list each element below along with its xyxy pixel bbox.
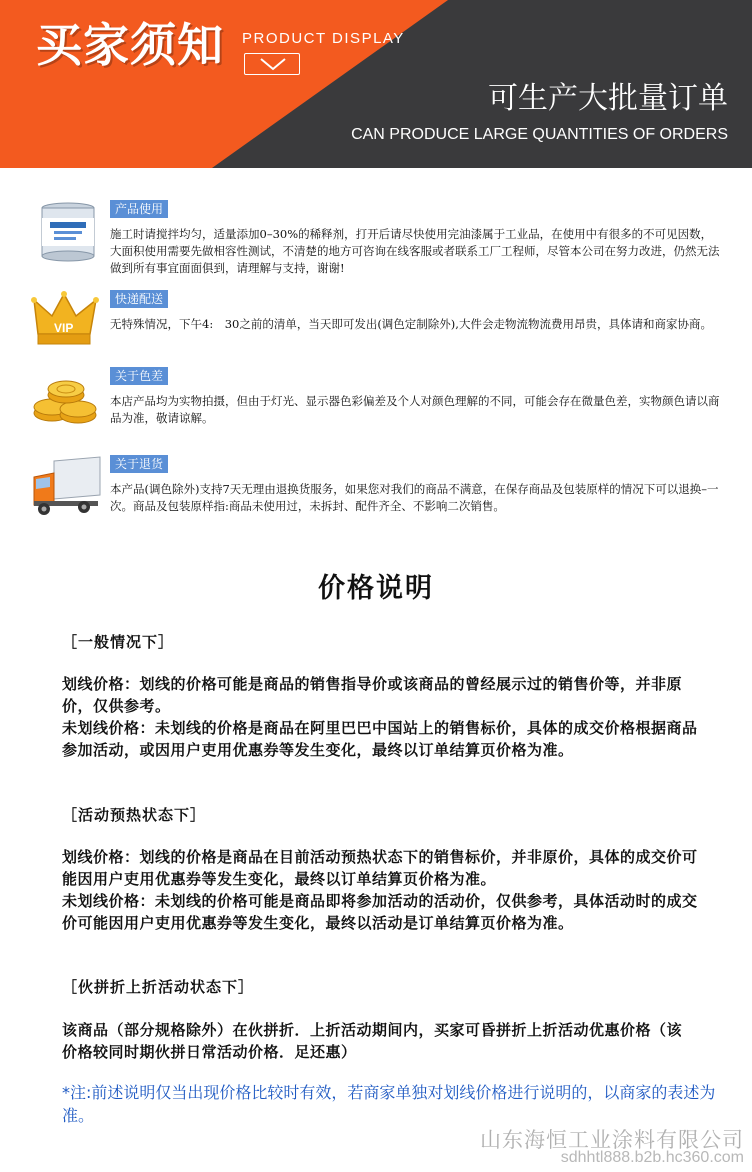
notice-tag: 快递配送	[110, 290, 168, 308]
paragraph: 划线价格：划线的价格是商品在目前活动预热状态下的销售标价，并非原价，具体的成交价可能因用户吏用优惠券等发生变化，最终以订单结算页价格为准。	[62, 848, 698, 888]
section-heading: ［伙拼折上折活动状态下］	[62, 978, 255, 996]
watermark-company: 山东海恒工业涂料有限公司	[480, 1128, 744, 1152]
chevron-down-icon	[259, 57, 287, 71]
vip-crown-icon	[30, 290, 102, 354]
paragraph: 该商品（部分规格除外）在伙拼折．上折活动期间内，买家可昏拼折上折活动优惠价格（该 价格较同时期伙拼日常活动价格．足还惠）	[62, 1021, 698, 1061]
banner-right-subtitle: CAN PRODUCE LARGE QUANTITIES OF ORDERS	[351, 126, 728, 143]
paragraph: 未划线价格：未划线的价格是商品在阿里巴巴中国站上的销售标价，具体的成交价格根据商品参加活动，或因用户吏用优惠券等发生变化，最终以订单结算页价格为准。	[62, 719, 698, 759]
notice-text: 施工时请搅拌均匀，适量添加0–30%的稀释剂，打开后请尽快使用完油漆属于工业品，在使用中有很多的不可见因数，大面积使用需要先做相容性测试，不清楚的地方可咨询在线客服或者联系工厂工程师，尽管本公司在努力改进，仍然无法做到所有事宜面面俱到，请理解与支持，谢谢!	[110, 227, 720, 275]
section-heading: ［活动预热状态下］	[62, 806, 207, 824]
expand-button[interactable]	[244, 53, 300, 75]
delivery-truck-icon	[30, 455, 102, 519]
banner-right-title: 可生产大批量订单	[488, 81, 728, 116]
notice-tag: 关于色差	[110, 367, 168, 385]
banner-subtitle: PRODUCT DISPLAY	[242, 30, 405, 47]
notice-text: 本产品(调色除外)支持7天无理由退换货服务，如果您对我们的商品不满意，在保存商品及包装原样的情况下可以退换–一次。商品及包装原样指:商品未使用过，未拆封、配件齐全、不影响二次销售。	[110, 482, 719, 513]
section-heading: ［一般情况下］	[62, 633, 175, 651]
banner-title: 买家须知	[36, 18, 224, 72]
svg-text:VIP: VIP	[54, 321, 74, 335]
notice-text: 无特殊情况，下午4: 30之前的清单，当天即可发出(调色定制除外),大件会走物流物流费用昂贵，具体请和商家协商。	[110, 317, 712, 331]
header-banner	[0, 0, 752, 168]
paragraph: 未划线价格：未划线的价格可能是商品即将参加活动的活动价，仅供参考，具体活动时的成交价可能因用户吏用优惠券等发生变化，最终以活动是订单结算页价格为准。	[62, 892, 698, 932]
notice-text: 本店产品均为实物拍摄，但由于灯光、显示器色彩偏差及个人对颜色理解的不同，可能会存在微量色差，实物颜色请以商品为准，敬请谅解。	[110, 394, 720, 425]
notice-tag: 产品使用	[110, 200, 168, 218]
footnote: *注:前述说明仅当出现价格比较时有效，若商家单独对划线价格进行说明的，以商家的表述为准。	[62, 1083, 716, 1125]
watermark-url: sdhhtl888.b2b.hc360.com	[560, 1149, 744, 1166]
notice-tag: 关于退货	[110, 455, 168, 473]
paint-bucket-icon	[30, 200, 102, 264]
paragraph: 划线价格：划线的价格可能是商品的销售指导价或该商品的曾经展示过的销售价等，并非原价，仅供参考。	[62, 675, 683, 715]
price-title: 价格说明	[318, 573, 434, 604]
gold-coins-icon	[30, 367, 102, 431]
